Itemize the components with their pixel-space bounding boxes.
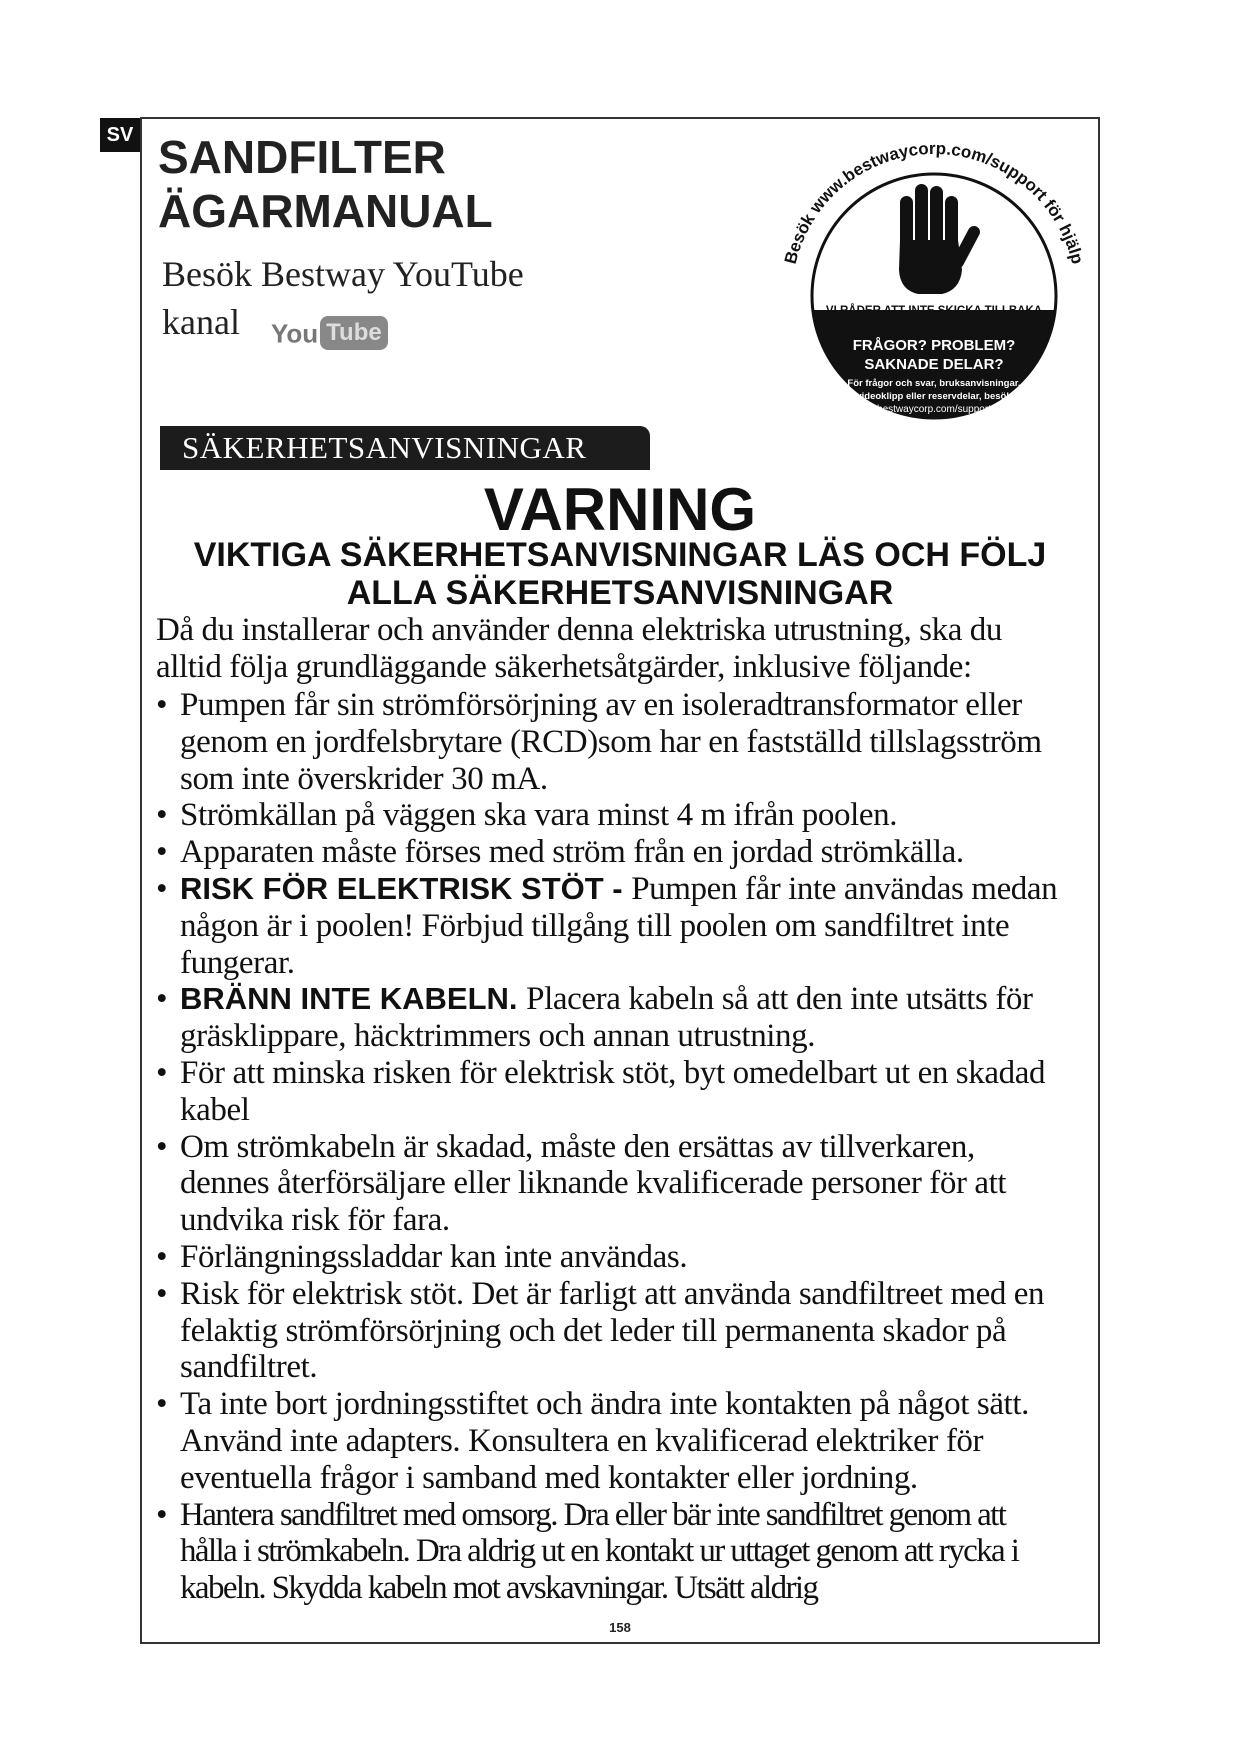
subheading-line-2: ALLA SÄKERHETSANVISNINGAR [346,574,894,612]
section-label: SÄKERHETSANVISNINGAR [160,426,650,470]
safety-bullet-list [156,687,1066,1607]
list-item: • Ta inte bort jordningsstiftet och ändra inte kontakten på något sätt. Använd inte adapters. Konsultera en kvalificerad elektriker för eventuella frågor i samband med kontakter eller jordning. [156,1386,1029,1496]
youtube-logo-you: You [270,318,319,349]
list-item: • Förlängningssladdar kan inte användas. [156,1238,688,1275]
list-item: • RISK FÖR ELEKTRISK STÖT - Pumpen får inte användas medan någon är i poolen! Förbjud tillgång till poolen om sandfiltret inte fungerar. [156,870,1058,981]
badge-question-1: FRÅGOR? PROBLEM? [852,337,1016,354]
badge-small-1: För frågor och svar, bruksanvisningar, [847,378,1021,389]
list-item: • Pumpen får sin strömförsörjning av en isoleradtransformator eller genom en jordfelsbrytare (RCD)som har en fastställd tillslagsström som inte överskrider 30 mA. [156,687,1042,797]
support-badge [772,128,1092,428]
list-item: • Risk för elektrisk stöt. Det är farligt att använda sandfiltreet med en felaktig strömförsörjning och det leder till permanenta skador på sandfiltret. [156,1275,1045,1386]
bullet-emphasis: BRÄNN INTE KABELN. [180,981,527,1017]
badge-arc-text: Besök www.bestwaycorp.com/support för hjälp [780,138,1088,266]
intro-paragraph: Då du installerar och använder denna elektriska utrustning, ska du alltid följa grundläggande säkerhetsåtgärder, inklusive följande: [156,612,1002,685]
badge-url[interactable]: bestwaycorp.com/support [877,404,991,415]
manual-title [158,130,493,238]
badge-question-2: SAKNADE DELAR? [864,356,1004,373]
safety-subheading [160,536,1080,612]
list-item: • Hantera sandfiltret med omsorg. Dra eller bär inte sandfiltret genom att hålla i strömkabeln. Dra aldrig ut en kontakt ur uttaget genom att rycka i kabeln. Skydda kabeln mot avskavningar. Utsätt aldrig [156,1496,1019,1607]
title-line-1: SANDFILTER [158,131,446,183]
page-number: 158 [609,1620,631,1635]
list-item: • För att minska risken för elektrisk stöt, byt omedelbart ut en skadad kabel [156,1054,1046,1128]
language-tag: SV [100,118,140,152]
title-line-2: ÄGARMANUAL [158,185,493,237]
list-item: • Apparaten måste förses med ström från en jordad strömkälla. [156,834,964,871]
badge-line-2: PRODUKTEN TILL AFFÄREN [855,321,1013,333]
youtube-logo-tube: Tube [320,316,388,350]
youtube-logo[interactable] [270,306,388,349]
list-item: • Strömkällan på väggen ska vara minst 4 m ifrån poolen. [156,797,898,834]
youtube-promo [162,250,524,349]
list-item: • BRÄNN INTE KABELN. Placera kabeln så att den inte utsätts för gräsklippare, häcktrimmers och annan utrustning. [156,981,1033,1055]
bullet-emphasis: RISK FÖR ELEKTRISK STÖT - [180,870,632,906]
subheading-line-1: VIKTIGA SÄKERHETSANVISNINGAR LÄS OCH FÖLJ [193,536,1047,574]
youtube-line-2: kanal [162,302,240,342]
youtube-line-1: Besök Bestway YouTube [162,254,524,294]
list-item: • Om strömkabeln är skadad, måste den ersättas av tillverkaren, dennes återförsäljare eller liknande kvalificerade personer för att undvika risk för fara. [156,1128,1007,1239]
badge-small-2: videoklipp eller reservdelar, besök [856,391,1012,402]
warning-heading: VARNING [483,476,757,543]
badge-line-1: VI RÅDER ATT INTE SKICKA TILLBAKA [825,305,1043,317]
